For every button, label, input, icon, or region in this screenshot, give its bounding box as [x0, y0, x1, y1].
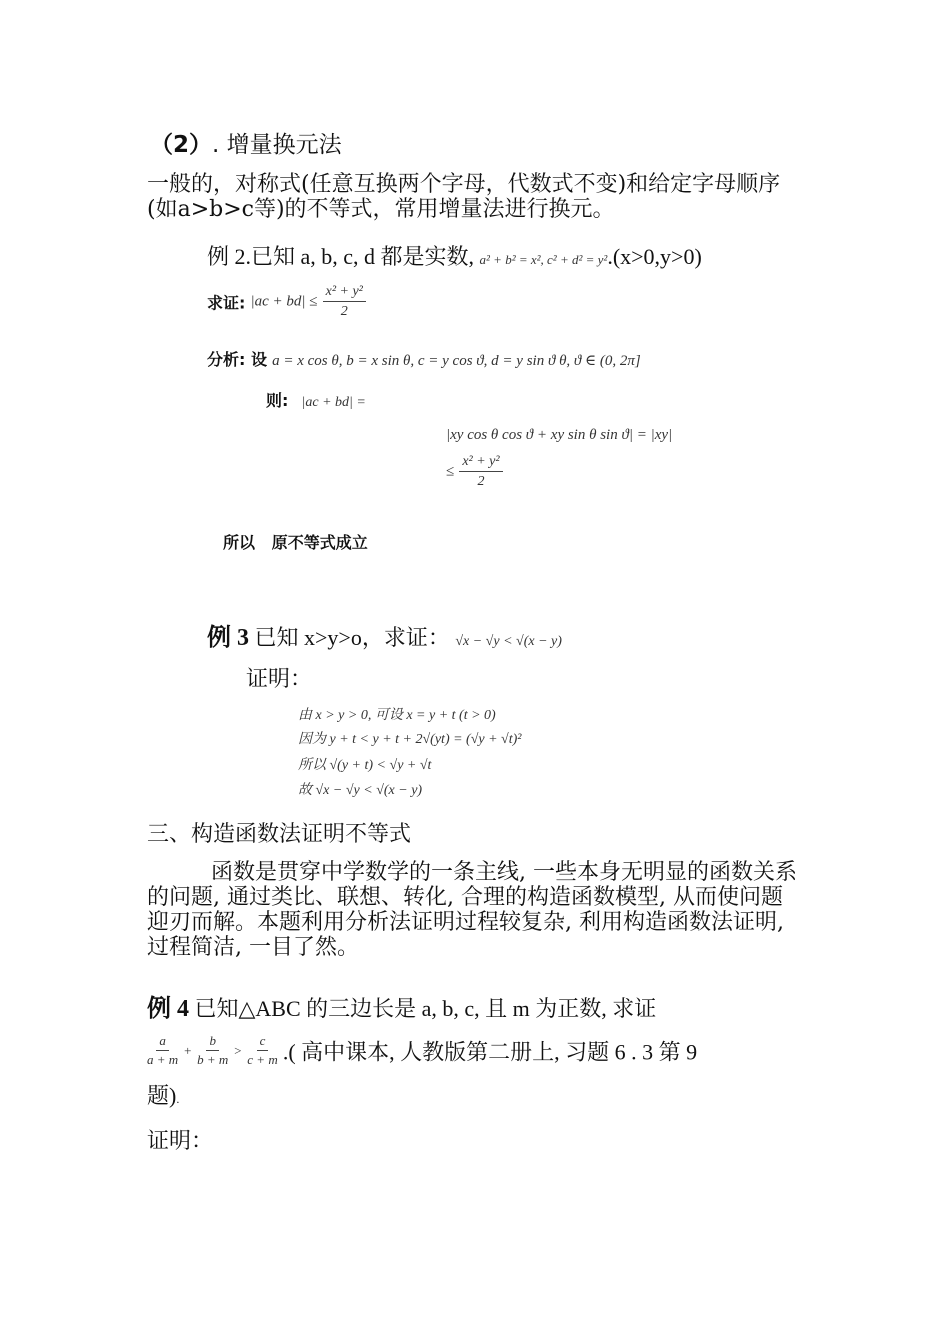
- fraction-c-num: c: [257, 1034, 269, 1051]
- section3-title: 三、构造函数法证明不等式: [147, 821, 412, 846]
- example4-text: 已知△ABC 的三边长是 a, b, c, 且 m 为正数, 求证: [194, 996, 657, 1021]
- analysis-label: 分析: 设: [207, 350, 267, 369]
- then-expression: |ac + bd| =: [301, 395, 366, 410]
- example4-statement: [147, 988, 656, 1023]
- prove-lhs: |ac + bd| ≤: [250, 293, 318, 310]
- source-line2-text: 题): [147, 1083, 177, 1108]
- prove-fraction: [323, 284, 366, 320]
- example4-fraction-a: [147, 1034, 178, 1068]
- example2-statement: [207, 240, 702, 271]
- line3-denominator: 2: [477, 474, 485, 490]
- analysis-substitution: a = x cos θ, b = x sin θ, c = y cos ϑ, d = y sin ϑ θ, ϑ ∈ (0, 2π]: [272, 353, 641, 369]
- example2-condition: a² + b² = x², c² + d² = y²: [479, 252, 608, 267]
- example3-step3: 所以 √(y + t) < √y + √t: [298, 758, 432, 773]
- example4-proof-label: 证明：: [147, 1128, 214, 1153]
- example3-text: 已知 x>y>o，求证：: [254, 625, 450, 650]
- section-heading: [150, 126, 342, 159]
- example3-claim: √x − √y < √(x − y): [455, 634, 562, 649]
- example3-step1: 由 x > y > 0, 可设 x = y + t (t > 0): [298, 708, 496, 723]
- line3-fraction: [459, 454, 502, 490]
- fraction-a-num: a: [156, 1034, 169, 1051]
- derivation-line3: [446, 454, 503, 490]
- example4-fraction-b: [197, 1034, 228, 1068]
- then-label: 则:: [266, 391, 289, 410]
- example3-proof-label: 证明：: [246, 666, 313, 691]
- intro-paragraph: 一般的，对称式(任意互换两个字母，代数式不变)和给定字母顺序(如a>b>c等)的不等式，常用增量法进行换元。: [147, 172, 781, 222]
- example4-fraction-c: [247, 1034, 277, 1068]
- fraction-c-den: c + m: [247, 1052, 278, 1068]
- example4-inequality: [147, 1034, 697, 1068]
- example3-statement: [207, 617, 562, 652]
- example3-step4: 故 √x − √y < √(x − y): [298, 783, 423, 798]
- analysis-line: [207, 347, 641, 370]
- example4-source-line1: .( 高中课本, 人教版第二册上, 习题 6 . 3 第 9: [282, 1039, 698, 1065]
- section-title: . 增量换元法: [212, 132, 342, 158]
- fraction-b-den: b + m: [197, 1052, 229, 1068]
- section3-paragraph: 函数是贯穿中学数学的一条主线, 一些本身无明显的函数关系的问题, 通过类比、联想、转化, 合理的构造函数模型, 从而使问题迎刃而解。本题利用分析法证明过程较复杂, 利用构造函数法证明, 过程简洁, 一目了然。: [147, 860, 797, 960]
- example4-source-line2: [147, 1079, 179, 1110]
- then-line: [266, 388, 366, 411]
- fraction-b-num: b: [206, 1034, 219, 1051]
- example2-label: 例 2.已知 a, b, c, d 都是实数,: [207, 244, 475, 269]
- greater-sign: >: [233, 1042, 243, 1058]
- derivation-line2: |xy cos θ cos ϑ + xy sin θ sin ϑ| = |xy|: [446, 427, 673, 443]
- section-number: （2）: [150, 132, 213, 158]
- prove-numerator: x² + y²: [323, 284, 366, 302]
- example2-prove: [207, 284, 366, 320]
- example3-step2: 因为 y + t < y + t + 2√(yt) = (√y + √t)²: [298, 732, 522, 747]
- example4-label: 例 4: [147, 996, 189, 1022]
- plus-sign: +: [183, 1042, 193, 1058]
- line3-numerator: x² + y²: [459, 454, 502, 472]
- prove-label: 求证:: [207, 293, 246, 313]
- source-dot: .: [176, 1092, 180, 1106]
- fraction-a-den: a + m: [147, 1052, 179, 1068]
- example2-condition-tail: .(x>0,y>0): [607, 244, 702, 269]
- example3-label: 例 3: [207, 625, 249, 651]
- prove-denominator: 2: [340, 304, 348, 320]
- line3-leq: ≤: [446, 463, 455, 480]
- example2-conclusion: 所以 原不等式成立: [223, 533, 368, 552]
